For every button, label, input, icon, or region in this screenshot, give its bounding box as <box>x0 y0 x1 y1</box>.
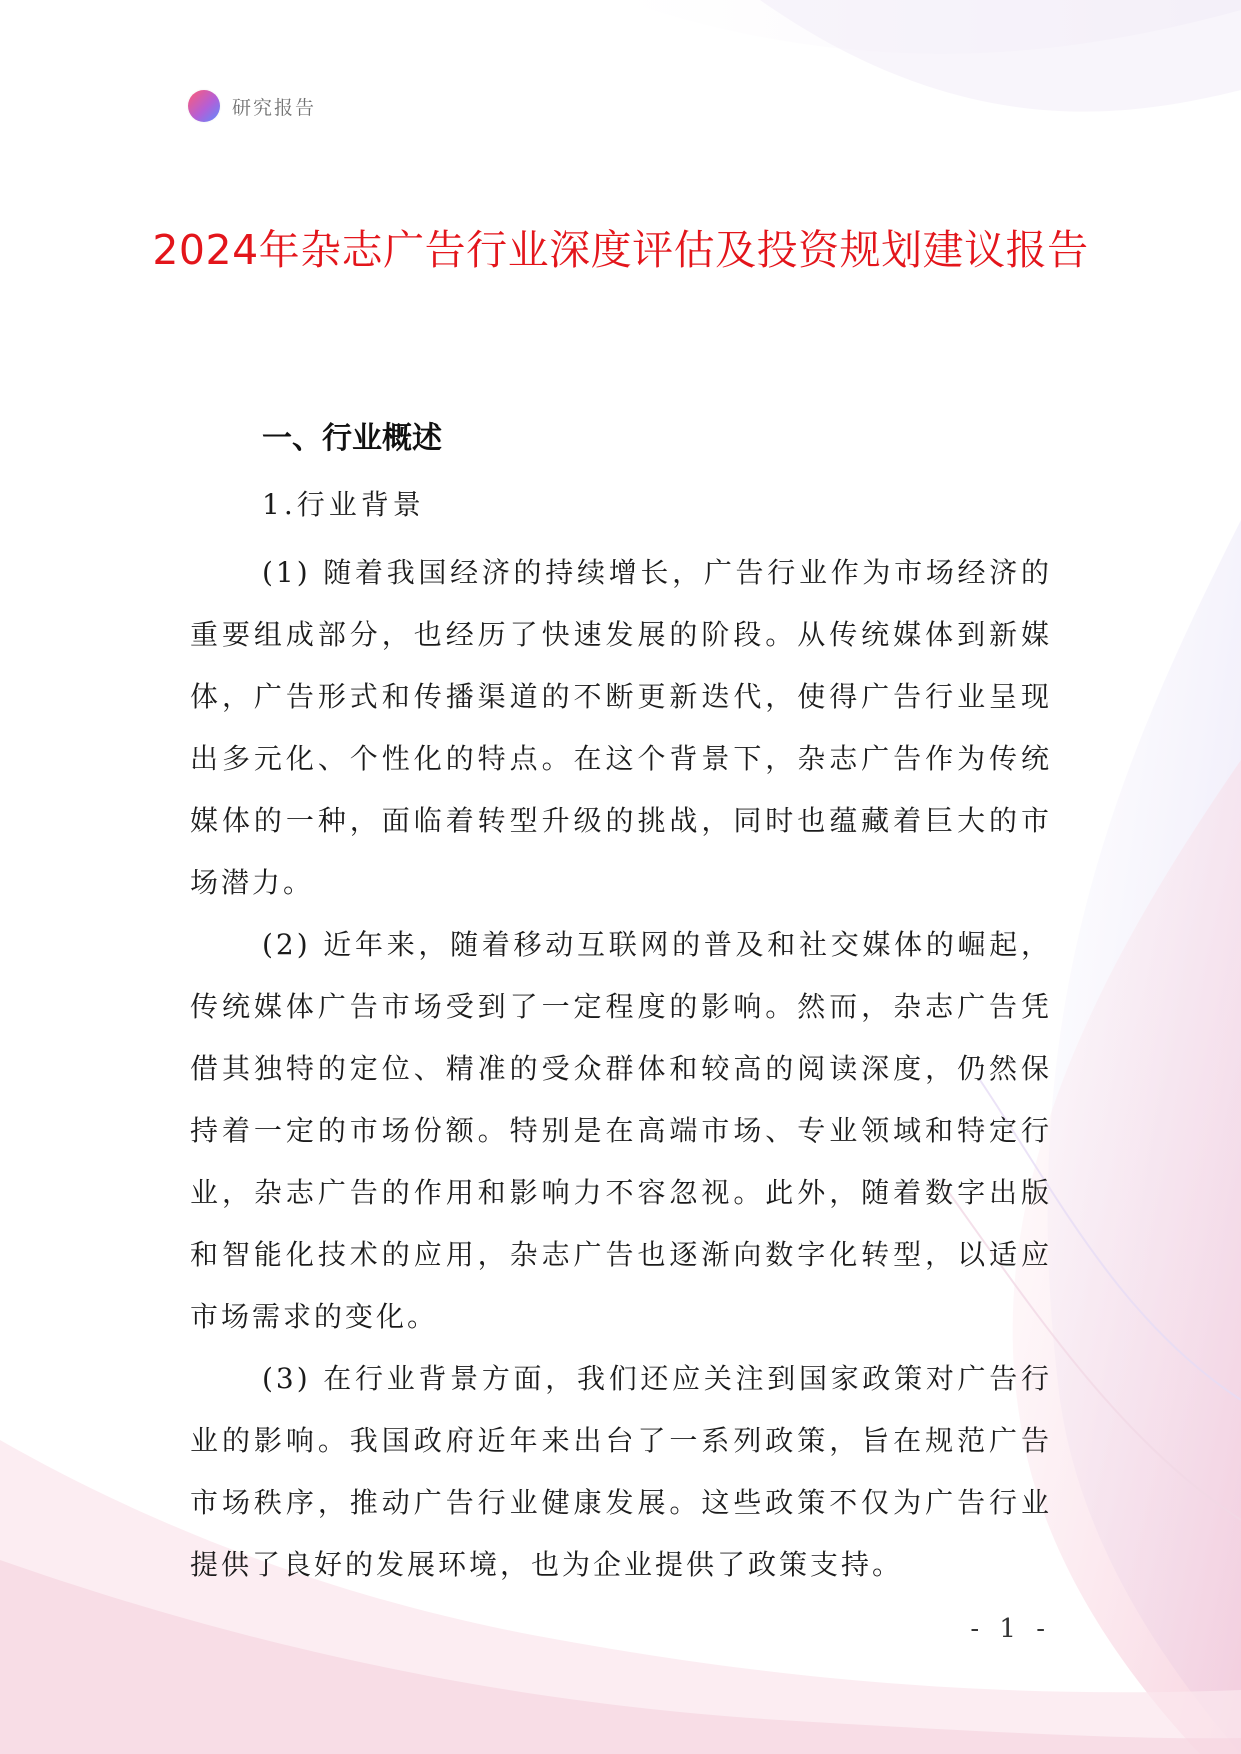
gradient-circle-logo-icon <box>188 90 220 122</box>
document-body <box>190 416 1052 1596</box>
section-heading: 一、行业概述 <box>262 421 442 456</box>
header-label: 研究报告 <box>232 96 317 119</box>
section-subheading: 1.行业背景 <box>262 488 425 521</box>
body-paragraph-1: (1) 随着我国经济的持续增长，广告行业作为市场经济的重要组成部分，也经历了快速发展的阶段。从传统媒体到新媒体，广告形式和传播渠道的不断更新迭代，使得广告行业呈现出多元化、个性化的特点。在这个背景下，杂志广告作为传统媒体的一种，面临着转型升级的挑战，同时也蕴藏着巨大的市场潜力。 <box>190 556 1052 899</box>
page-number: - 1 - <box>970 1614 1051 1644</box>
report-header <box>188 90 316 122</box>
body-paragraph-2: (2) 近年来，随着移动互联网的普及和社交媒体的崛起，传统媒体广告市场受到了一定程度的影响。然而，杂志广告凭借其独特的定位、精准的受众群体和较高的阅读深度，仍然保持着一定的市场份额。特别是在高端市场、专业领域和特定行业，杂志广告的作用和影响力不容忽视。此外，随着数字出版和智能化技术的应用，杂志广告也逐渐向数字化转型，以适应市场需求的变化。 <box>190 928 1052 1333</box>
document-title: 2024年杂志广告行业深度评估及投资规划建议报告 <box>152 226 1089 274</box>
body-paragraph-3: (3) 在行业背景方面，我们还应关注到国家政策对广告行业的影响。我国政府近年来出台了一系列政策，旨在规范广告市场秩序，推动广告行业健康发展。这些政策不仅为广告行业提供了良好的发展环境，也为企业提供了政策支持。 <box>190 1362 1052 1581</box>
